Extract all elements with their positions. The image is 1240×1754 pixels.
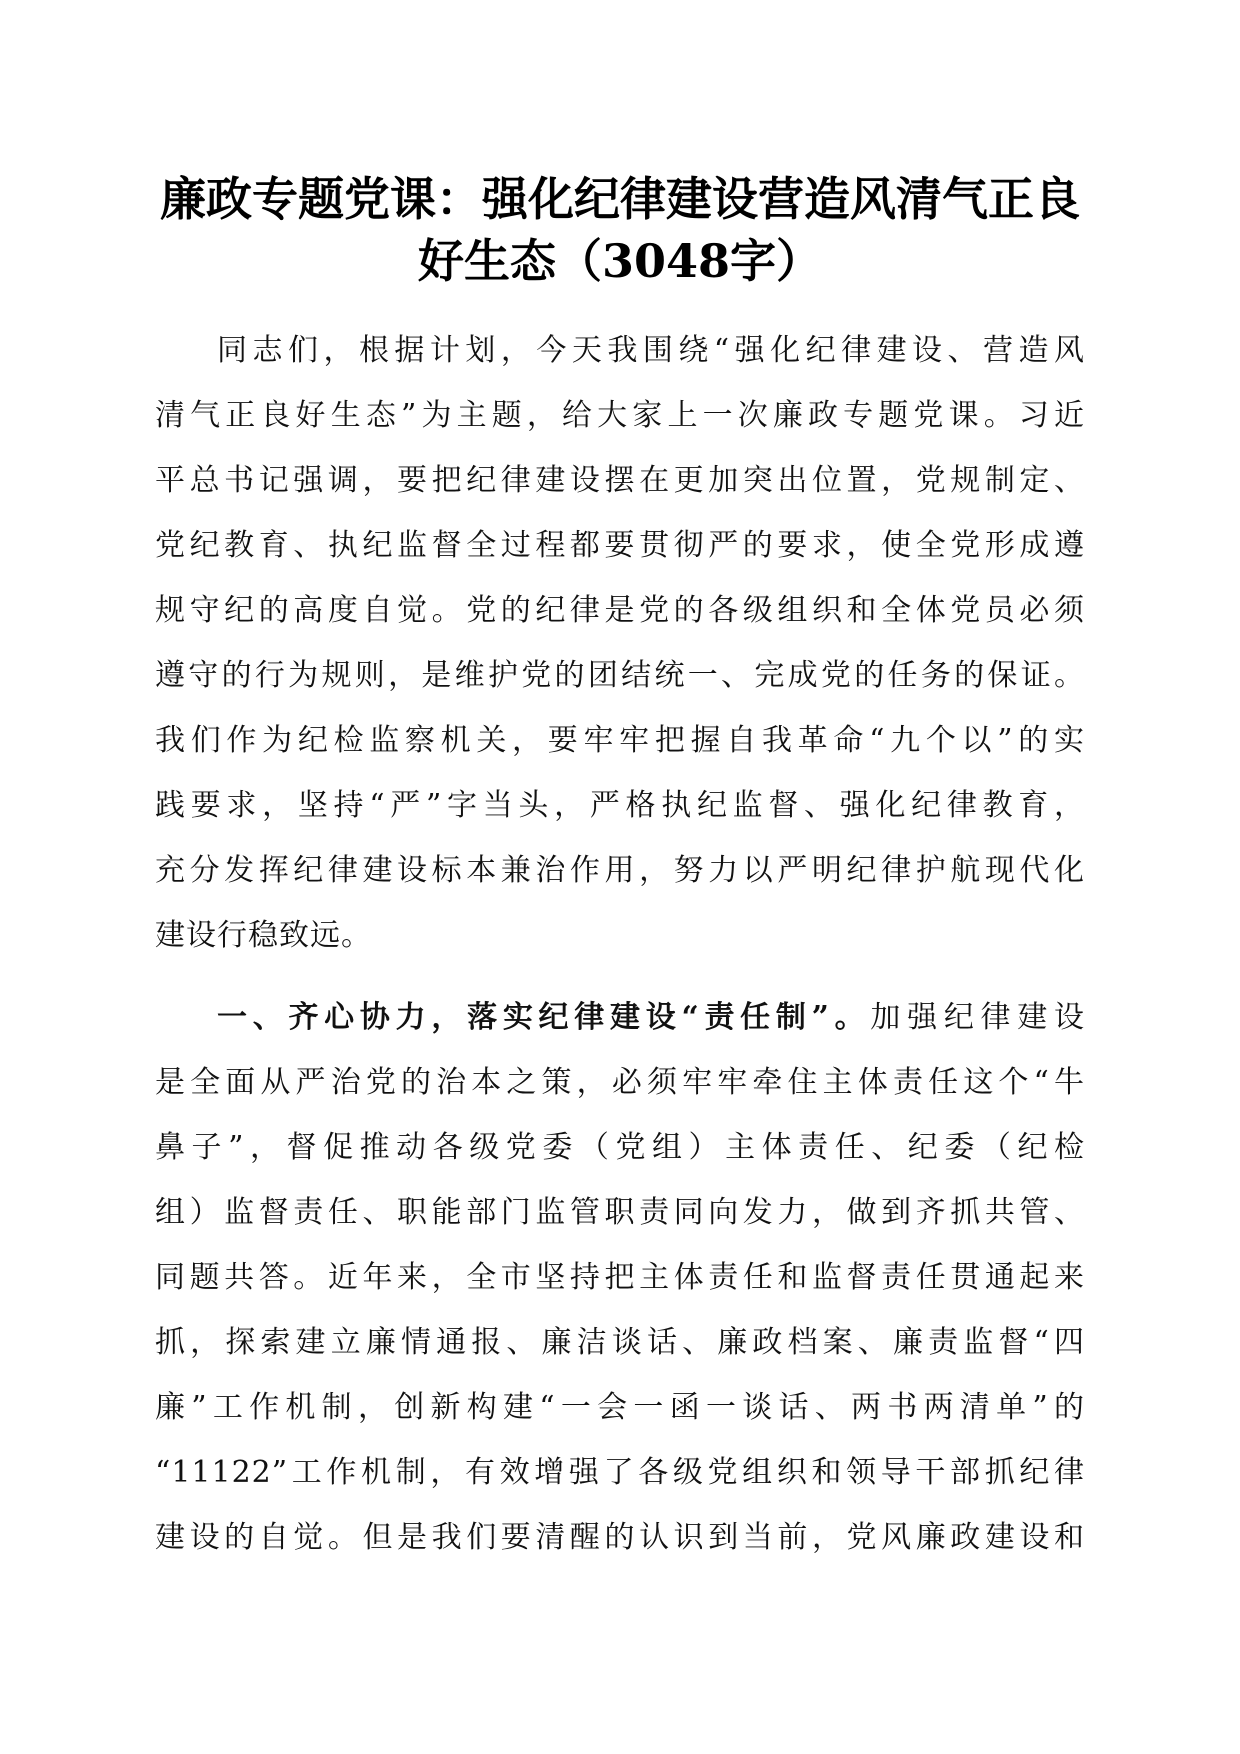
paragraph-line: 建设行稳致远。 bbox=[155, 918, 372, 953]
paragraph-line: 清气正良好生态”为主题，给大家上一次廉政专题党课。习近 bbox=[155, 398, 1085, 433]
paragraph-line: 组）监督责任、职能部门监管职责同向发力，做到齐抓共管、 bbox=[155, 1195, 1085, 1230]
document-title bbox=[140, 168, 1100, 292]
paragraph-1 bbox=[155, 318, 1085, 968]
paragraph-first-line bbox=[155, 985, 1085, 1050]
paragraph-line: 践要求，坚持“严”字当头，严格执纪监督、强化纪律教育， bbox=[155, 788, 1085, 823]
paragraph-line: 平总书记强调，要把纪律建设摆在更加突出位置，党规制定、 bbox=[155, 463, 1085, 498]
paragraph-line: 充分发挥纪律建设标本兼治作用，努力以严明纪律护航现代化 bbox=[155, 853, 1085, 888]
paragraph-line: 廉”工作机制，创新构建“一会一函一谈话、两书两清单”的 bbox=[155, 1390, 1085, 1425]
paragraph-line-rest: 加强纪律建设 bbox=[870, 1000, 1086, 1035]
title-line-2: 好生态（3048字） bbox=[417, 234, 823, 288]
paragraph-line: 鼻子”，督促推动各级党委（党组）主体责任、纪委（纪检 bbox=[155, 1130, 1085, 1165]
section-heading: 一、齐心协力，落实纪律建设“责任制”。 bbox=[217, 1000, 871, 1035]
paragraph-line: 遵守的行为规则，是维护党的团结统一、完成党的任务的保证。 bbox=[155, 658, 1085, 693]
paragraph-gap bbox=[155, 968, 1085, 985]
paragraph-line: 党纪教育、执纪监督全过程都要贯彻严的要求，使全党形成遵 bbox=[155, 528, 1085, 563]
paragraph-line: 抓，探索建立廉情通报、廉洁谈话、廉政档案、廉责监督“四 bbox=[155, 1325, 1085, 1360]
paragraph-line: 同题共答。近年来，全市坚持把主体责任和监督责任贯通起来 bbox=[155, 1260, 1085, 1295]
paragraph-line: 规守纪的高度自觉。党的纪律是党的各级组织和全体党员必须 bbox=[155, 593, 1085, 628]
paragraph-line: 是全面从严治党的治本之策，必须牢牢牵住主体责任这个“牛 bbox=[155, 1065, 1085, 1100]
paragraph-line: 建设的自觉。但是我们要清醒的认识到当前，党风廉政建设和 bbox=[155, 1520, 1085, 1555]
document-body bbox=[155, 318, 1085, 1570]
title-line-1: 廉政专题党课：强化纪律建设营造风清气正良 bbox=[160, 172, 1080, 226]
paragraph-line: “11122”工作机制，有效增强了各级党组织和领导干部抓纪律 bbox=[155, 1455, 1085, 1490]
paragraph-line: 我们作为纪检监察机关，要牢牢把握自我革命“九个以”的实 bbox=[155, 723, 1085, 758]
paragraph-2 bbox=[155, 985, 1085, 1570]
paragraph-line: 同志们，根据计划，今天我围绕“强化纪律建设、营造风 bbox=[217, 333, 1085, 368]
